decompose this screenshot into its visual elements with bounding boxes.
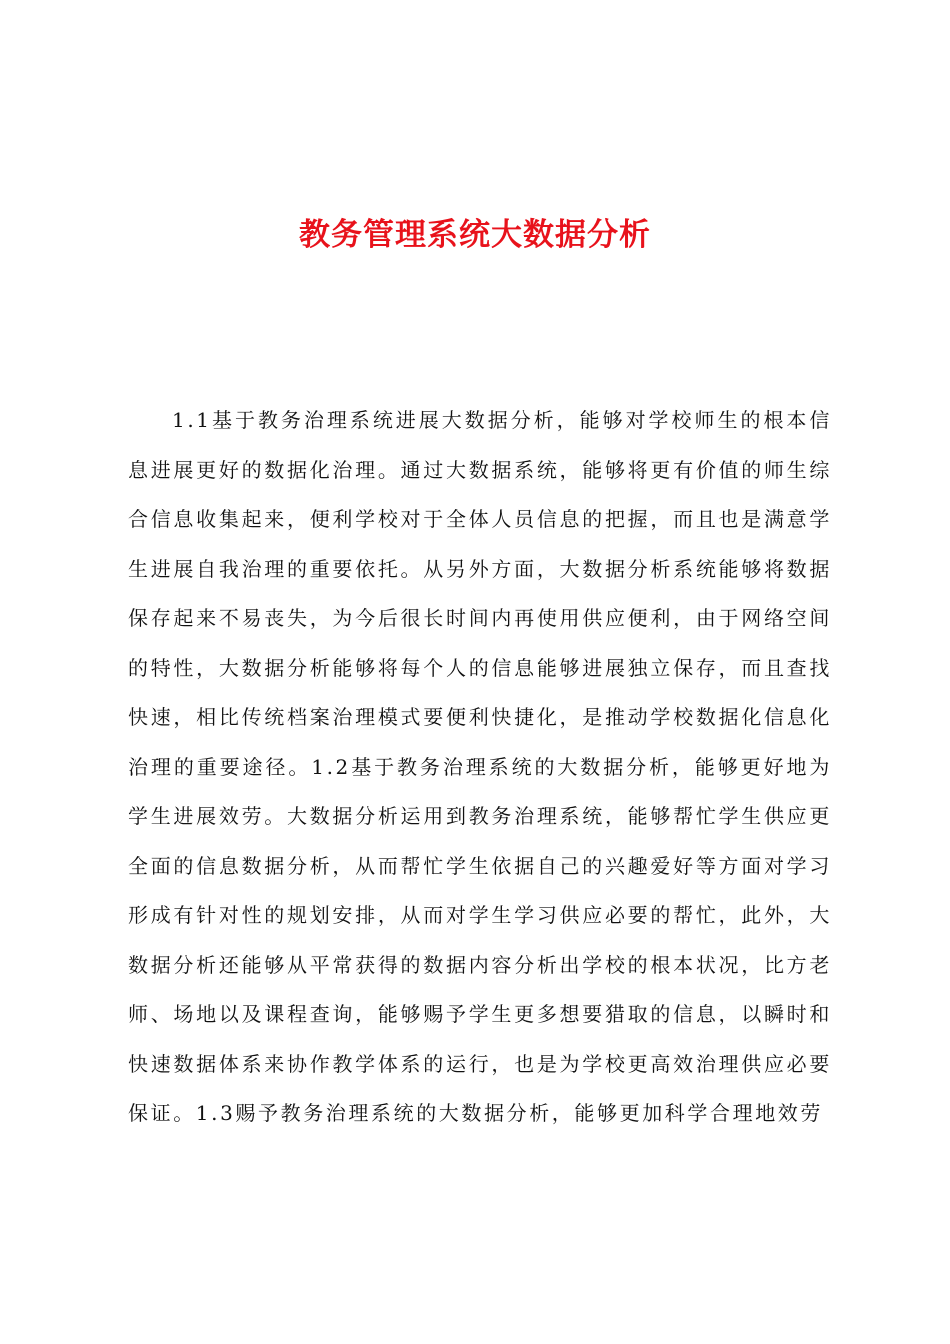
body-paragraph: 1.1基于教务治理系统进展大数据分析，能够对学校师生的根本信息进展更好的数据化治理。通过大数据系统，能够将更有价值的师生综合信息收集起来，便利学校对于全体人员信息的把握，而且也是满意学生进展自我治理的重要依托。从另外方面，大数据分析系统能够将数据保存起来不易丧失，为今后很长时间内再使用供应便利，由于网络空间的特性，大数据分析能够将每个人的信息能够进展独立保存，而且查找快速，相比传统档案治理模式要便利快捷化，是推动学校数据化信息化治理的重要途径。1.2基于教务治理系统的大数据分析，能够更好地为学生进展效劳。大数据分析运用到教务治理系统，能够帮忙学生供应更全面的信息数据分析，从而帮忙学生依据自己的兴趣爱好等方面对学习形成有针对性的规划安排，从而对学生学习供应必要的帮忙，此外，大数据分析还能够从平常获得的数据内容分析出学校的根本状况，比方老师、场地以及课程查询，能够赐予学生更多想要猎取的信息，以瞬时和快速数据体系来协作教学体系的运行，也是为学校更高效治理供应必要保证。1.3赐予教务治理系统的大数据分析，能够更加科学合理地效劳 <box>128 408 832 1125</box>
document-title: 教务管理系统大数据分析 <box>299 217 651 253</box>
